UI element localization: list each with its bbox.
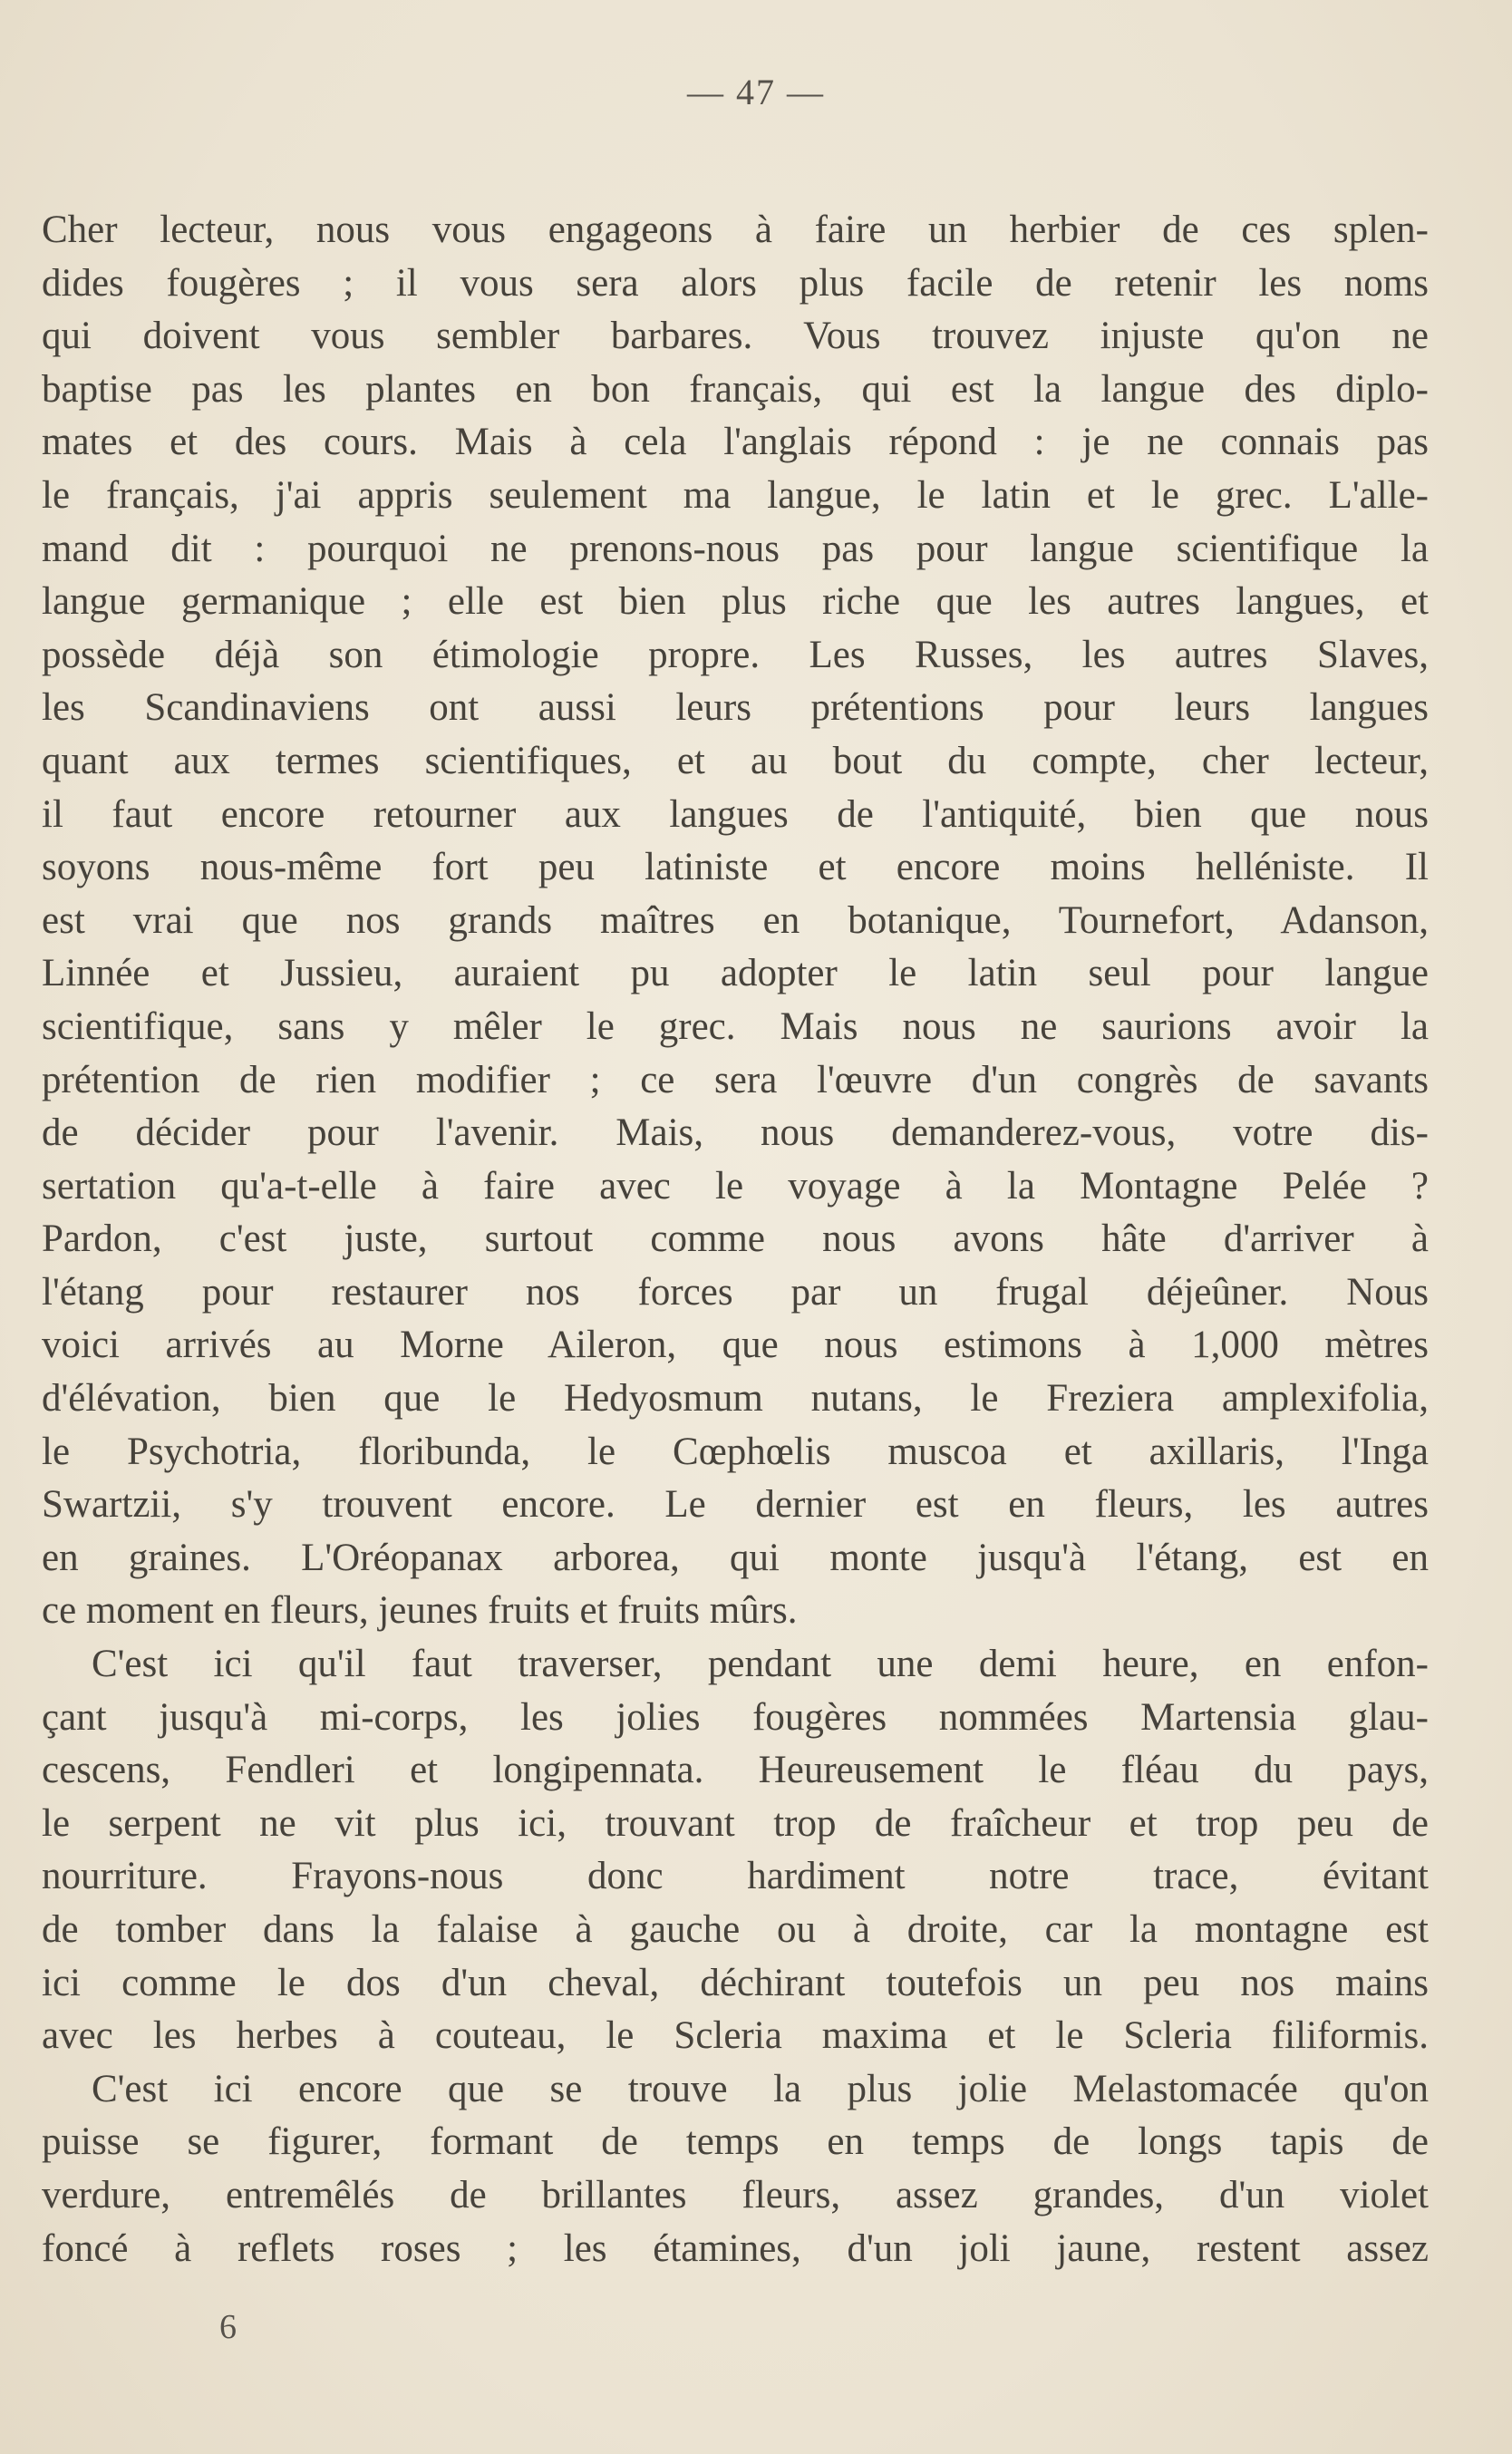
text-line: C'est ici qu'il faut traverser, pendant une demi heure, en enfon- (92, 1643, 1429, 1686)
text-line: scientifique, sans y mêler le grec. Mais nous ne saurions avoir la (42, 1004, 1429, 1048)
text-line: possède déjà son étimologie propre. Les Russes, les autres Slaves, (42, 633, 1429, 676)
text-line: mand dit : pourquoi ne prenons-nous pas pour langue scientifique la (42, 527, 1429, 570)
text-line: ce moment en fleurs, jeunes fruits et fruits mûrs. (42, 1589, 798, 1633)
text-line: voici arrivés au Morne Aileron, que nous estimons à 1,000 mètres (42, 1324, 1429, 1367)
text-line: l'étang pour restaurer nos forces par un frugal déjeûner. Nous (42, 1270, 1429, 1314)
text-line: C'est ici encore que se trouve la plus jolie Melastomacée qu'on (92, 2067, 1429, 2110)
text-line: le français, j'ai appris seulement ma langue, le latin et le grec. L'alle- (42, 473, 1429, 517)
text-line: il faut encore retourner aux langues de l'antiquité, bien que nous (42, 792, 1429, 836)
text-line: avec les herbes à couteau, le Scleria maxima et le Scleria filiformis. (42, 2014, 1429, 2058)
text-line: foncé à reflets roses ; les étamines, d'un joli jaune, restent assez (42, 2226, 1429, 2270)
page-number: — 47 — (687, 72, 825, 112)
text-line: dides fougères ; il vous sera alors plus facile de retenir les noms (42, 261, 1429, 305)
text-line: soyons nous-même fort peu latiniste et encore moins helléniste. Il (42, 846, 1429, 889)
text-line: prétention de rien modifier ; ce sera l'œuvre d'un congrès de savants (42, 1058, 1429, 1101)
text-line: quant aux termes scientifiques, et au bout du compte, cher lecteur, (42, 739, 1429, 782)
text-line: d'élévation, bien que le Hedyosmum nutans, le Freziera amplexifolia, (42, 1377, 1429, 1421)
text-line: Swartzii, s'y trouvent encore. Le dernier est en fleurs, les autres (42, 1483, 1429, 1527)
text-line: nourriture. Frayons-nous donc hardiment notre trace, évitant (42, 1855, 1429, 1898)
text-line: de décider pour l'avenir. Mais, nous demanderez-vous, votre dis- (42, 1111, 1429, 1155)
text-line: verdure, entremêlés de brillantes fleurs, assez grandes, d'un violet (42, 2173, 1429, 2216)
signature-mark: 6 (219, 2308, 237, 2346)
text-line: le Psychotria, floribunda, le Cœphœlis muscoa et axillaris, l'Inga (42, 1430, 1429, 1473)
text-line: Linnée et Jussieu, auraient pu adopter le latin seul pour langue (42, 952, 1429, 995)
text-line: le serpent ne vit plus ici, trouvant trop de fraîcheur et trop peu de (42, 1801, 1429, 1845)
text-line: sertation qu'a-t-elle à faire avec le voyage à la Montagne Pelée ? (42, 1164, 1429, 1208)
text-line: cescens, Fendleri et longipennata. Heureusement le fléau du pays, (42, 1749, 1429, 1792)
text-line: mates et des cours. Mais à cela l'anglais répond : je ne connais pas (42, 421, 1429, 464)
text-line: çant jusqu'à mi-corps, les jolies fougères nommées Martensia glau- (42, 1695, 1429, 1739)
text-line: ici comme le dos d'un cheval, déchirant toutefois un peu nos mains (42, 1961, 1429, 2004)
text-line: qui doivent vous sembler barbares. Vous trouvez injuste qu'on ne (42, 315, 1429, 358)
text-line: Cher lecteur, nous vous engageons à faire un herbier de ces splen- (42, 209, 1429, 251)
text-line: baptise pas les plantes en bon français, qui est la langue des diplo- (42, 367, 1429, 411)
text-line: les Scandinaviens ont aussi leurs prétentions pour leurs langues (42, 686, 1429, 730)
text-line: Pardon, c'est juste, surtout comme nous avons hâte d'arriver à (42, 1217, 1429, 1261)
text-line: langue germanique ; elle est bien plus riche que les autres langues, et (42, 580, 1429, 624)
text-line: est vrai que nos grands maîtres en botanique, Tournefort, Adanson, (42, 898, 1429, 942)
text-line: de tomber dans la falaise à gauche ou à droite, car la montagne est (42, 1908, 1429, 1951)
body-text (42, 204, 1429, 2275)
text-line: puisse se figurer, formant de temps en temps de longs tapis de (42, 2120, 1429, 2164)
text-line: en graines. L'Oréopanax arborea, qui monte jusqu'à l'étang, est en (42, 1536, 1429, 1579)
